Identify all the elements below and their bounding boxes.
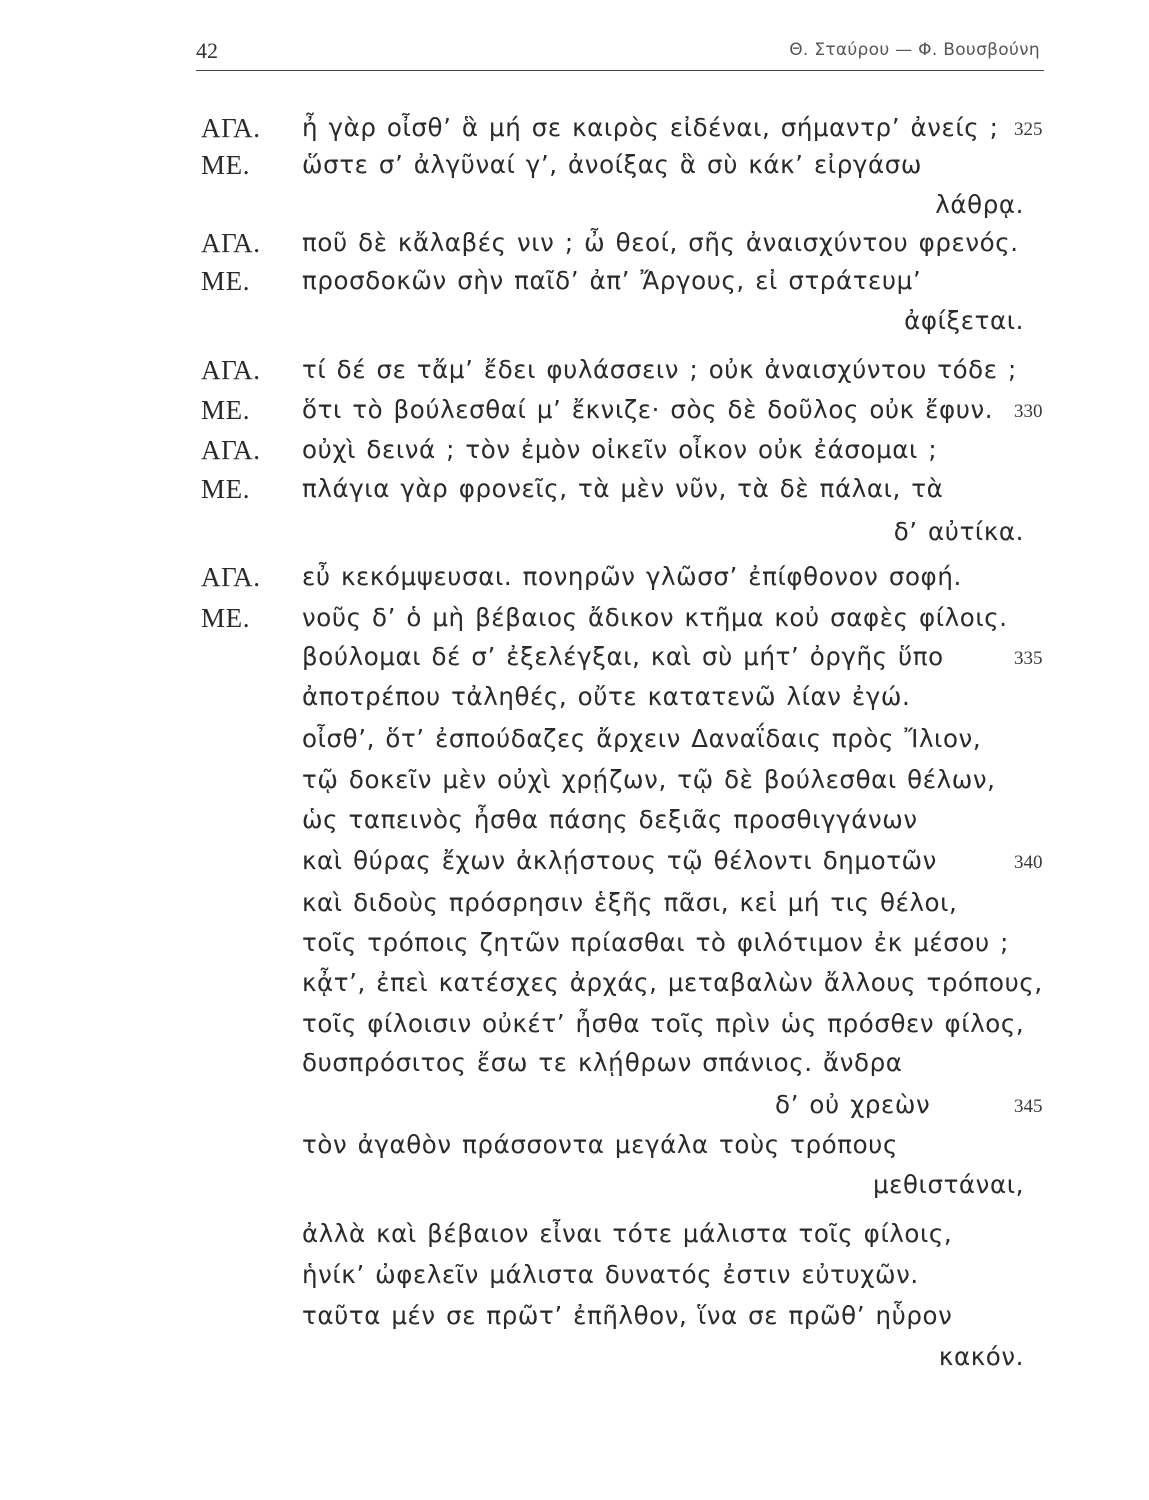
line-number: 325 [1014,119,1043,140]
verse-line [0,1048,1149,1088]
verse-line [0,1301,1149,1341]
verse-line [0,1219,1149,1259]
line-text: πλάγια γὰρ φρονεῖς, τὰ μὲν νῦν, τὰ δὲ πάλαι, τὰ [302,474,944,503]
speaker-label: ΑΓΑ. [201,562,261,592]
line-number: 335 [1014,648,1043,669]
line-text: καὶ θύρας ἔχων ἀκλῄστους τῷ θέλοντι δημοτῶν [302,846,937,875]
verse-line [0,888,1149,928]
line-text: ὅτι τὸ βούλεσθαί μ’ ἔκνιζε· σὸς δὲ δοῦλος οὐκ ἔφυν. [302,395,994,424]
verse-line [0,113,1149,153]
verse-line-continuation [0,190,1149,230]
verse-line-continuation [0,306,1149,346]
line-text: ταῦτα μέν σε πρῶτ’ ἐπῆλθον, ἵνα σε πρῶθ’ ηὗρον [302,1301,953,1330]
speaker-label: ΜΕ. [201,266,251,296]
verse-line [0,395,1149,435]
verse-line [0,474,1149,514]
speaker-label: ΜΕ. [201,474,251,504]
line-text: βούλομαι δέ σ’ ἐξελέγξαι, καὶ σὺ μήτ’ ὀργῆς ὕπο [302,642,944,671]
verse-line-continuation [0,1090,1149,1130]
line-text: τῷ δοκεῖν μὲν οὐχὶ χρῄζων, τῷ δὲ βούλεσθαι θέλων, [302,765,996,794]
line-text: ἀλλὰ καὶ βέβαιον εἶναι τότε μάλιστα τοῖς φίλοις, [302,1219,953,1248]
verse-line-continuation [0,1342,1149,1382]
verse-line [0,355,1149,395]
line-text: δυσπρόσιτος ἔσω τε κλῄθρων σπάνιος. ἄνδρα [302,1048,903,1077]
verse-line [0,1009,1149,1049]
verse-line [0,805,1149,845]
verse-line [0,765,1149,805]
verse-line [0,562,1149,602]
line-text: ἀφίξεται. [904,306,1024,335]
line-text: ἦ γὰρ οἶσθ’ ἃ μή σε καιρὸς εἰδέναι, σήμαντρ’ ἀνείς ; [302,113,999,142]
speaker-label: ΜΕ. [201,395,251,425]
line-text: κακόν. [938,1342,1024,1371]
speaker-label: ΑΓΑ. [201,113,261,143]
line-text: προσδοκῶν σὴν παῖδ’ ἀπ’ Ἄργους, εἰ στράτευμ’ [302,266,922,295]
line-number: 340 [1014,852,1043,873]
line-text: ὥστε σ’ ἀλγῦναί γ’, ἀνοίξας ἃ σὺ κάκ’ εἰργάσω [302,150,922,179]
line-text: οἶσθ’, ὅτ’ ἐσπούδαζες ἄρχειν Δαναΐδαις πρὸς Ἴλιον, [302,724,982,753]
line-number: 345 [1014,1096,1043,1117]
line-text: ποῦ δὲ κἄλαβές νιν ; ὦ θεοί, σῆς ἀναισχύντου φρενός. [302,228,1019,257]
line-text: μεθιστάναι, [872,1170,1024,1199]
verse-line [0,150,1149,190]
verse-line [0,928,1149,968]
line-text: εὖ κεκόμψευσαι. πονηρῶν γλῶσσ’ ἐπίφθονον σοφή. [302,562,962,591]
speaker-label: ΑΓΑ. [201,435,261,465]
line-text: τοῖς τρόποις ζητῶν πρίασθαι τὸ φιλότιμον ἐκ μέσου ; [302,928,1009,957]
speaker-label: ΑΓΑ. [201,228,261,258]
speaker-label: ΑΓΑ. [201,355,261,385]
line-text: κᾆτ’, ἐπεὶ κατέσχες ἀρχάς, μεταβαλὼν ἄλλους τρόπους, [302,968,1043,997]
verse-line [0,1260,1149,1300]
page-header [196,34,1044,71]
line-text: καὶ διδοὺς πρόσρησιν ἑξῆς πᾶσι, κεἰ μή τις θέλοι, [302,888,958,917]
verse-line [0,1130,1149,1170]
line-text: δ’ αὐτίκα. [893,517,1024,546]
verse-line-continuation [0,517,1149,557]
speaker-label: ΜΕ. [201,150,251,180]
line-text: νοῦς δ’ ὁ μὴ βέβαιος ἄδικον κτῆμα κοὐ σαφὲς φίλοις. [302,603,1008,632]
page-number: 42 [196,38,218,63]
line-text: τοῖς φίλοισιν οὐκέτ’ ἦσθα τοῖς πρὶν ὡς πρόσθεν φίλος, [302,1009,1025,1038]
verse-line [0,968,1149,1008]
line-text: οὐχὶ δεινά ; τὸν ἐμὸν οἰκεῖν οἶκον οὐκ ἐάσομαι ; [302,435,938,464]
line-text: τὸν ἀγαθὸν πράσσοντα μεγάλα τοὺς τρόπους [302,1130,898,1159]
line-text: τί δέ σε τἄμ’ ἔδει φυλάσσειν ; οὐκ ἀναισχύντου τόδε ; [302,355,1017,384]
line-text: ἡνίκ’ ὠφελεῖν μάλιστα δυνατός ἐστιν εὐτυχῶν. [302,1260,919,1289]
line-text: ἀποτρέπου τἀληθές, οὔτε κατατενῶ λίαν ἐγώ. [302,682,911,711]
line-text: ὡς ταπεινὸς ἦσθα πάσης δεξιᾶς προσθιγγάνων [302,805,918,834]
line-text: δ’ οὐ χρεὼν [775,1090,931,1119]
verse-line [0,266,1149,306]
verse-line [0,603,1149,643]
verse-line-continuation [0,1170,1149,1210]
running-title: Θ. Σταύρου — Φ. Βουσβούνη [789,40,1040,60]
line-text: λάθρᾳ. [935,190,1024,219]
line-number: 330 [1014,401,1043,422]
verse-line [0,724,1149,764]
verse-line [0,682,1149,722]
verse-line [0,846,1149,886]
verse-line [0,228,1149,268]
verse-line [0,435,1149,475]
speaker-label: ΜΕ. [201,603,251,633]
verse-line [0,642,1149,682]
